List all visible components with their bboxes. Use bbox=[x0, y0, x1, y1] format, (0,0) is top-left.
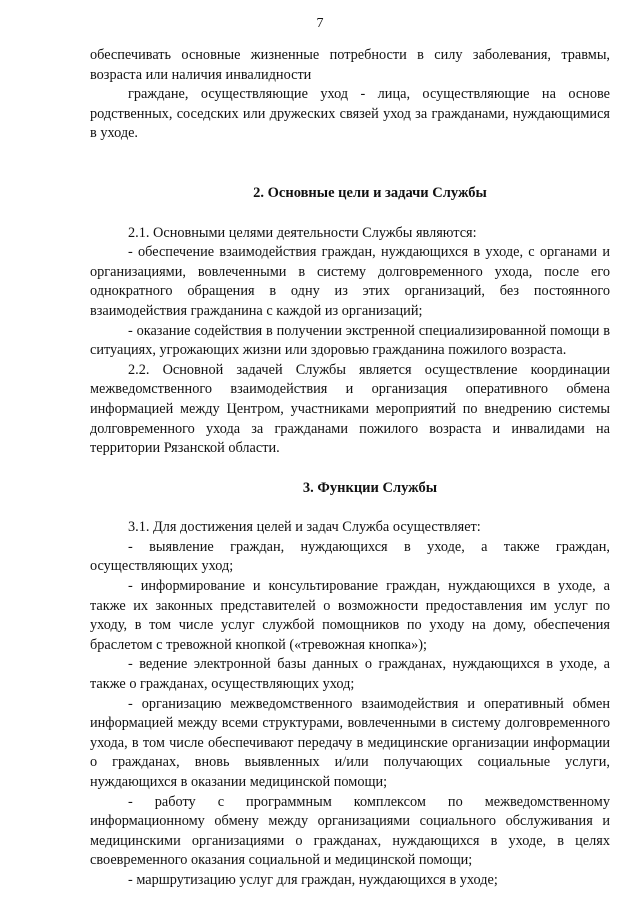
section-2-goal-item: - обеспечение взаимодействия граждан, нуждающихся в уходе, с органами и организациями, вовлеченными в систему долговременного ухода, после его однократного обращения в одну из этих организаций, без постоянного взаимодействия гражданина с каждой из организаций; bbox=[90, 244, 610, 319]
section-2-clause-2-2: 2.2. Основной задачей Службы является осуществление координации межведомственного взаимодействия и организация оперативного обмена информацией между Центром, участниками мероприятий по внедрению системы долговременного ухода за гражданами пожилого возраста и инвалидами на территории Рязанской области. bbox=[90, 361, 610, 457]
document-body bbox=[90, 46, 610, 891]
section-3-function-item: - маршрутизацию услуг для граждан, нуждающихся в уходе; bbox=[128, 871, 498, 888]
page-number: 7 bbox=[316, 16, 324, 31]
section-3-clause-3-1: 3.1. Для достижения целей и задач Служба осуществляет: bbox=[128, 519, 481, 536]
section-3-function-item: - работу с программным комплексом по межведомственному информационному обмену между организациями социального обслуживания и медицинскими организациями о гражданах, нуждающихся в уходе, в целях своевременного оказания социальной и медицинской помощи; bbox=[90, 793, 610, 869]
intro-paragraph-continued: обеспечивать основные жизненные потребности в силу заболевания, травмы, возраста или наличия инвалидности bbox=[90, 47, 610, 83]
intro-definition-paragraph: граждане, осуществляющие уход - лица, осуществляющие на основе родственных, соседских или дружеских связей уход за гражданами, нуждающимися в уходе. bbox=[90, 86, 610, 142]
section-3-function-item: - ведение электронной базы данных о гражданах, нуждающихся в уходе, а также о гражданах, осуществляющих уход; bbox=[90, 656, 610, 693]
section-3-function-item: - информирование и консультирование граждан, нуждающихся в уходе, а также их законных представителей о возможности предоставления им услуг по уходу, в том числе услуг службой помощников по уходу на дому, обеспечения браслетом с тревожной кнопкой («тревожная кнопка»); bbox=[90, 578, 610, 653]
section-3-function-item: - выявление граждан, нуждающихся в уходе, а также граждан, осуществляющих уход; bbox=[90, 538, 610, 575]
section-2-heading: 2. Основные цели и задачи Службы bbox=[253, 184, 487, 201]
section-2-clause-2-1: 2.1. Основными целями деятельности Службы являются: bbox=[128, 224, 477, 241]
section-3-function-item: - организацию межведомственного взаимодействия и оперативный обмен информацией между всеми структурами, вовлеченными в систему долговременного ухода, в том числе обеспечивают передачу в медицинские организации информации о гражданах, вновь выявленных и/или получающих социальные услуги, нуждающихся в оказании медицинской помощи; bbox=[90, 695, 610, 790]
section-3-heading: 3. Функции Службы bbox=[302, 479, 438, 496]
section-2-goal-item: - оказание содействия в получении экстренной специализированной помощи в ситуациях, угрожающих жизни или здоровью гражданина пожилого возраста. bbox=[90, 322, 610, 359]
